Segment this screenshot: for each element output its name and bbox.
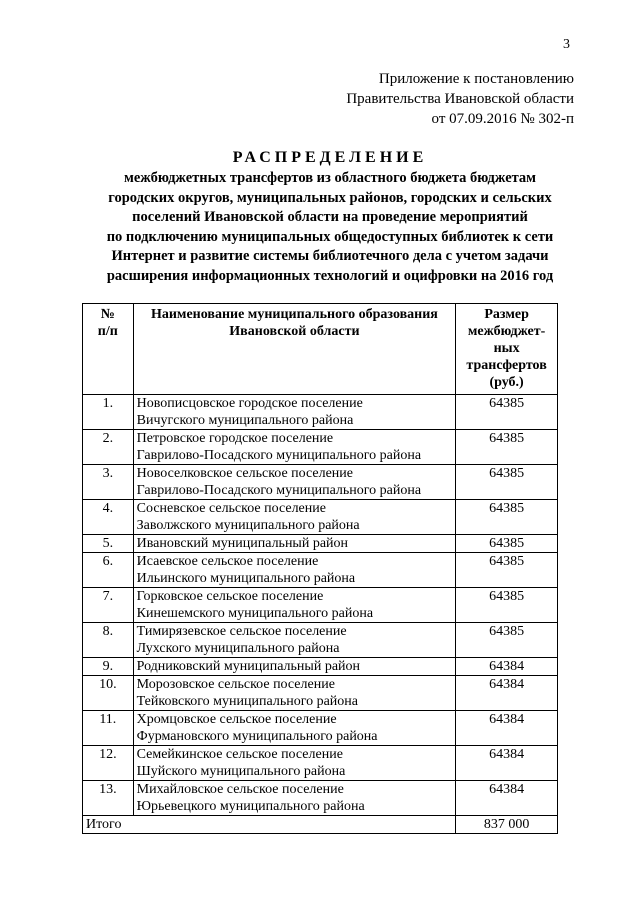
distribution-table — [82, 303, 558, 834]
table-row — [83, 588, 558, 623]
table-row — [83, 781, 558, 816]
row-name-line: Кинешемского муниципального района — [136, 606, 374, 621]
row-name — [133, 588, 456, 623]
row-name-line: Ильинского муниципального района — [136, 571, 356, 586]
table-header-row — [83, 304, 558, 395]
row-name-line: Семейкинское сельское поселение — [136, 747, 343, 762]
row-number: 1. — [83, 395, 134, 430]
row-name — [133, 500, 456, 535]
document-title — [60, 147, 600, 287]
title-line: по подключению муниципальных общедоступных библиотек к сети — [106, 228, 554, 245]
row-name-line: Юрьевецкого муниципального района — [136, 799, 365, 814]
row-name — [133, 535, 456, 553]
row-number: 10. — [83, 676, 134, 711]
row-name — [133, 553, 456, 588]
row-amount: 64384 — [456, 746, 558, 781]
table-row — [83, 395, 558, 430]
row-name-line: Михайловское сельское поселение — [136, 782, 344, 797]
row-name-line: Родниковский муниципальный район — [136, 659, 361, 674]
title-line: Интернет и развитие системы библиотечного дела с учетом задачи — [111, 248, 549, 265]
row-amount: 64385 — [456, 553, 558, 588]
header-text: Наименование муниципального образования — [150, 307, 438, 322]
table-row — [83, 430, 558, 465]
row-name — [133, 465, 456, 500]
page-number: 3 — [563, 37, 570, 52]
title-subtitle — [60, 169, 600, 287]
header-text: (руб.) — [489, 375, 524, 390]
row-name-line: Шуйского муниципального района — [136, 764, 346, 779]
table-row — [83, 658, 558, 676]
row-number: 12. — [83, 746, 134, 781]
header-amount — [456, 304, 558, 395]
header-text: ных — [493, 341, 520, 356]
row-name-line: Тейковского муниципального района — [136, 694, 359, 709]
row-name-line: Ивановский муниципальный район — [136, 536, 349, 551]
row-number: 6. — [83, 553, 134, 588]
row-number: 13. — [83, 781, 134, 816]
title-line: поселений Ивановской области на проведение мероприятий — [132, 209, 528, 226]
row-number: 2. — [83, 430, 134, 465]
row-number: 5. — [83, 535, 134, 553]
row-number: 8. — [83, 623, 134, 658]
row-name-line: Морозовское сельское поселение — [136, 677, 335, 692]
table-row — [83, 711, 558, 746]
table-row — [83, 465, 558, 500]
title-line: городских округов, муниципальных районов, городских и сельских — [108, 189, 552, 206]
appendix-line: Правительства Ивановской области — [346, 91, 574, 107]
row-amount: 64384 — [456, 658, 558, 676]
row-name-line: Петровское городское поселение — [136, 431, 334, 446]
row-number: 11. — [83, 711, 134, 746]
title-main: РАСПРЕДЕЛЕНИЕ — [232, 149, 428, 166]
row-name-line: Вичугского муниципального района — [136, 413, 354, 428]
total-amount: 837 000 — [456, 816, 558, 834]
row-amount: 64384 — [456, 676, 558, 711]
row-amount: 64385 — [456, 500, 558, 535]
row-name-line: Исаевское сельское поселение — [136, 554, 319, 569]
row-name-line: Новописцовское городское поселение — [136, 396, 363, 411]
table-row — [83, 553, 558, 588]
table-row — [83, 746, 558, 781]
row-name-line: Горковское сельское поселение — [136, 589, 324, 604]
row-name — [133, 746, 456, 781]
row-amount: 64385 — [456, 430, 558, 465]
row-name — [133, 676, 456, 711]
row-name-line: Гаврилово-Посадского муниципального района — [136, 448, 422, 463]
row-name-line: Заволжского муниципального района — [136, 518, 360, 533]
header-text: Размер — [484, 307, 529, 322]
row-amount: 64384 — [456, 781, 558, 816]
row-name-line: Сосневское сельское поселение — [136, 501, 326, 516]
row-name-line: Хромцовское сельское поселение — [136, 712, 337, 727]
row-amount: 64385 — [456, 535, 558, 553]
row-number: 3. — [83, 465, 134, 500]
row-number: 9. — [83, 658, 134, 676]
title-line: расширения информационных технологий и оцифровки на 2016 год — [106, 267, 554, 284]
row-name — [133, 781, 456, 816]
row-name — [133, 430, 456, 465]
row-name-line: Гаврилово-Посадского муниципального района — [136, 483, 422, 498]
table-row — [83, 500, 558, 535]
row-name-line: Тимирязевское сельское поселение — [136, 624, 347, 639]
row-amount: 64385 — [456, 395, 558, 430]
appendix-header — [346, 69, 574, 129]
row-amount: 64384 — [456, 711, 558, 746]
row-name-line: Фурмановского муниципального района — [136, 729, 378, 744]
row-name-line: Новоселковское сельское поселение — [136, 466, 354, 481]
header-text: трансфертов — [466, 358, 547, 373]
row-name-line: Лухского муниципального района — [136, 641, 340, 656]
header-name — [133, 304, 456, 395]
row-number: 4. — [83, 500, 134, 535]
table-total-row — [83, 816, 558, 834]
row-amount: 64385 — [456, 623, 558, 658]
total-label: Итого — [83, 816, 456, 834]
header-text: межбюджет- — [467, 324, 546, 339]
appendix-line: Приложение к постановлению — [378, 71, 574, 87]
row-name — [133, 623, 456, 658]
row-amount: 64385 — [456, 588, 558, 623]
row-name — [133, 711, 456, 746]
row-number: 7. — [83, 588, 134, 623]
appendix-line: от 07.09.2016 № 302-п — [431, 111, 574, 127]
table-row — [83, 623, 558, 658]
row-name — [133, 395, 456, 430]
header-text: п/п — [97, 324, 118, 339]
header-num — [83, 304, 134, 395]
table-row — [83, 535, 558, 553]
row-name — [133, 658, 456, 676]
title-line: межбюджетных трансфертов из областного бюджета бюджетам — [123, 170, 537, 186]
header-text: Ивановской области — [229, 324, 360, 339]
header-text: № — [100, 307, 115, 322]
table-row — [83, 676, 558, 711]
row-amount: 64385 — [456, 465, 558, 500]
